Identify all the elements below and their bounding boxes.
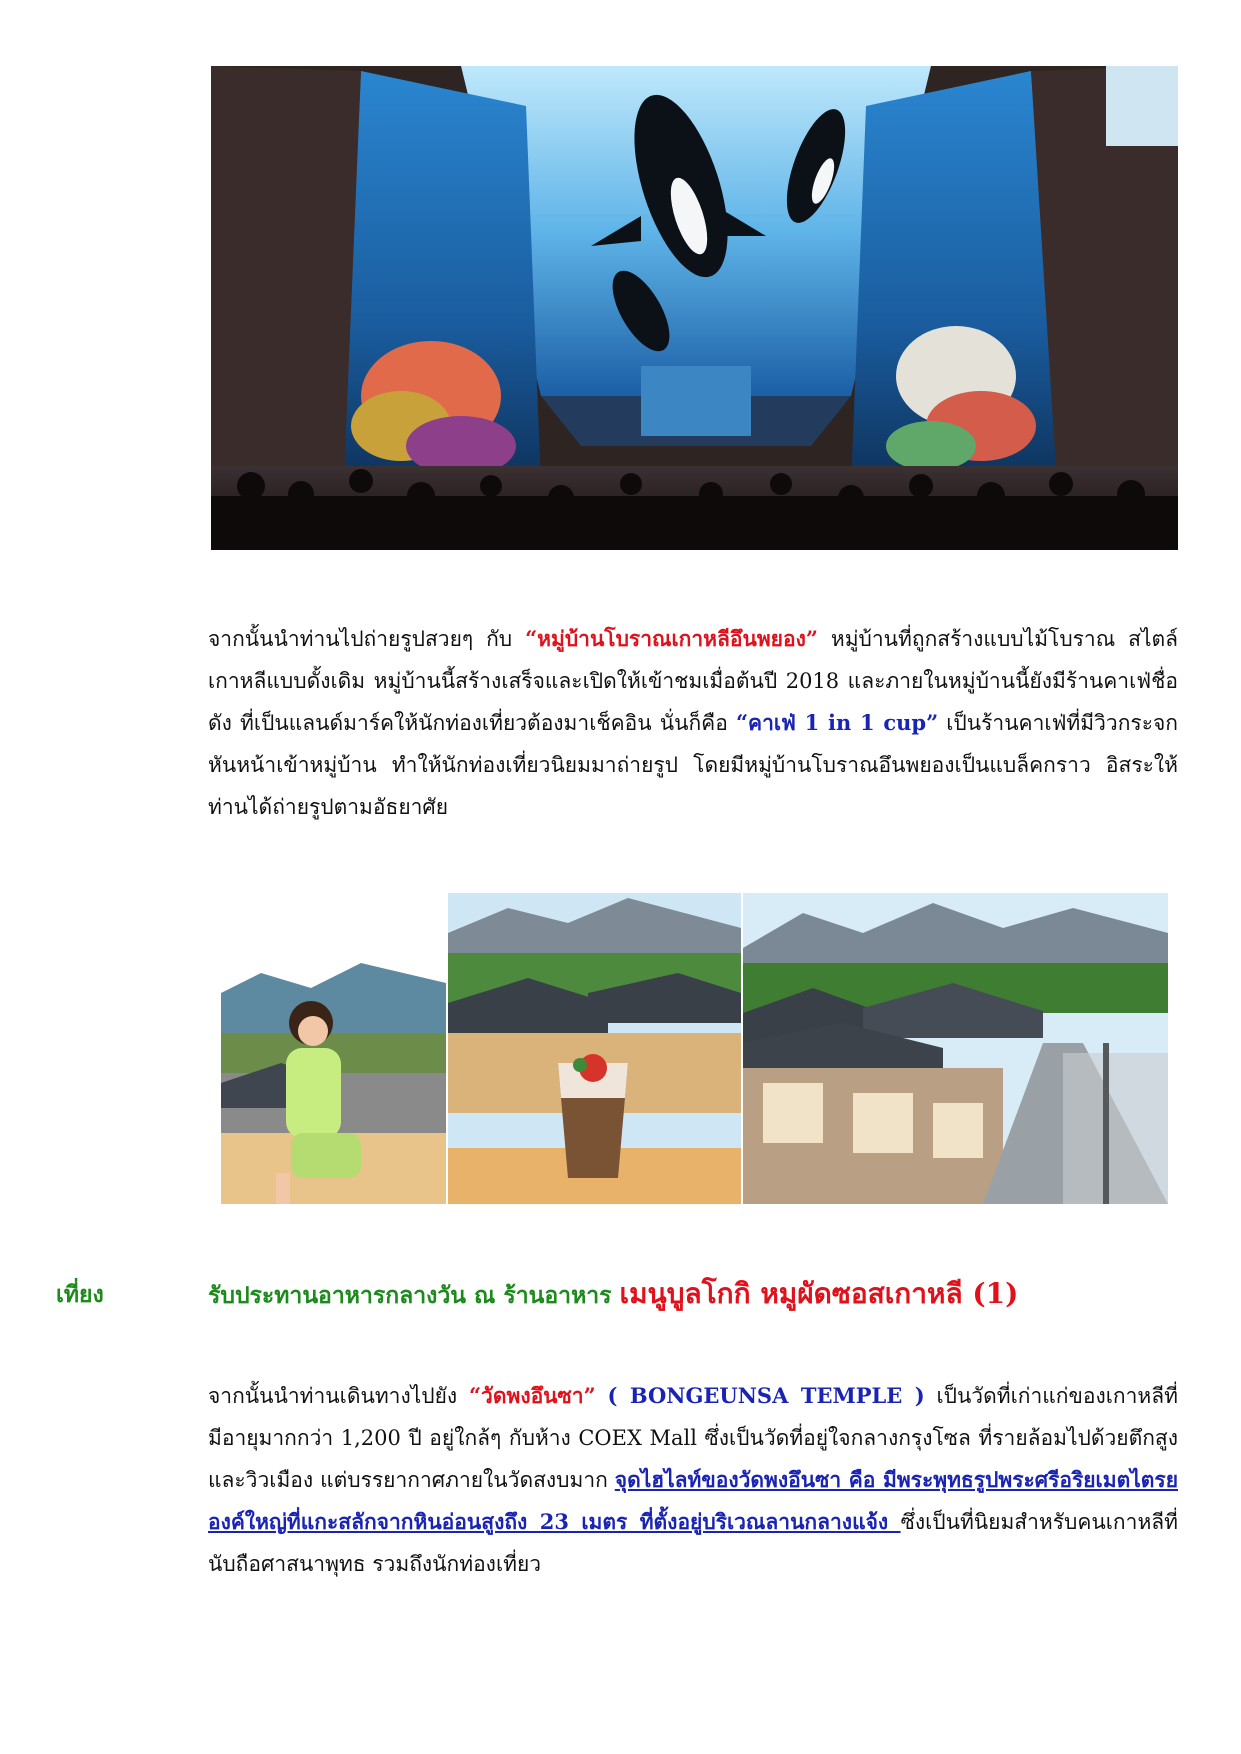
aquarium-led-hall-photo (211, 66, 1178, 550)
temple-description (208, 1375, 1178, 1585)
temple-name: “วัดพงอึนซา” (468, 1383, 596, 1408)
lunch-description (208, 1272, 1178, 1316)
iced-drink-cafe-photo (448, 893, 741, 1204)
lunch-label: เที่ยง (56, 1281, 104, 1308)
para1-text-1: จากนั้นนำท่านไปถ่ายรูปสวยๆ กับ (208, 627, 526, 651)
temple-highlight: จุดไฮไลท์ของวัดพงอึนซา คือ มีพระพุทธรูปพระศรีอริยเมตไตรยองค์ใหญ่ที่แกะสลักจากหินอ่อนสูงถึง 23 เมตร ที่ตั้งอยู่บริเวณลานกลางแจ้ง (208, 1467, 1178, 1534)
woman-at-cafe-window-photo (221, 893, 446, 1204)
para2-space (596, 1384, 608, 1408)
lunch-menu: เมนูบูลโกกิ หมูผัดซอสเกาหลี (1) (619, 1277, 1019, 1310)
cafe-name: “คาเฟ่ 1 in 1 cup” (735, 710, 939, 735)
temple-name-english: ( BONGEUNSA TEMPLE ) (607, 1383, 925, 1408)
village-name: “หมู่บ้านโบราณเกาหลีอึนพยอง” (525, 626, 818, 651)
village-description (208, 618, 1178, 828)
para2-text-3: เป็นวัดที่เก่าแก่ของเกาหลีที่มีอายุมากกว่า 1,200 ปี อยู่ใกล้ๆ กับห้าง COEX Mall ซึ่งเป็นวัดที่อยู่ใจกลางกรุงโซล ที่รายล้อมไปด้วยตึกสูงและวิวเมือง แต่บรรยากาศภายในวัดสงบมาก (208, 1384, 1178, 1492)
para2-text-1: จากนั้นนำท่านเดินทางไปยัง (208, 1384, 469, 1408)
lunch-text: รับประทานอาหารกลางวัน ณ ร้านอาหาร (208, 1282, 620, 1309)
para2-text-4: ซึ่งเป็นที่นิยมสำหรับคนเกาหลีที่นับถือศาสนาพุทธ รวมถึงนักท่องเที่ยว (208, 1510, 1178, 1576)
para1-text-2: หมู่บ้านที่ถูกสร้างแบบไม้โบราณ สไตล์เกาหลีแบบดั้งเดิม หมู่บ้านนี้สร้างเสร็จและเปิดให้เข้าชมเมื่อต้นปี 2018 และภายในหมู่บ้านนี้ยังมีร้านคาเฟ่ชื่อดัง ที่เป็นแลนด์มาร์คให้นักท่องเที่ยวต้องมาเช็คอิน นั่นก็คือ (208, 627, 1179, 735)
hanok-village-street-photo (743, 893, 1168, 1204)
para1-text-3: เป็นร้านคาเฟ่ที่มีวิวกระจกหันหน้าเข้าหมู่บ้าน ทำให้นักท่องเที่ยวนิยมมาถ่ายรูป โดยมีหมู่บ้านโบราณอึนพยองเป็นแบล็คกราว อิสระให้ท่านได้ถ่ายรูปตามอัธยาศัย (208, 711, 1178, 819)
